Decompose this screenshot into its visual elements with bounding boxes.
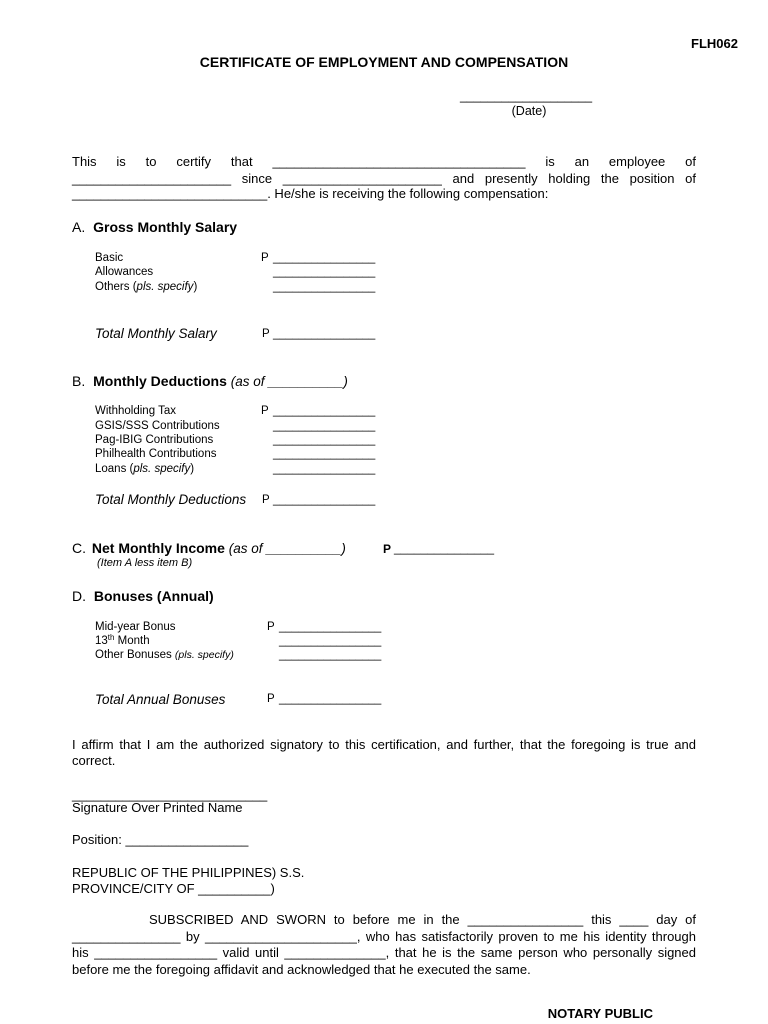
- section-a-title: Gross Monthly Salary: [93, 219, 238, 235]
- item-pagibig-label: Pag-IBIG Contributions: [95, 434, 214, 446]
- section-b-asof: (as of __________): [230, 374, 348, 389]
- item-others-label: Others (pls. specify): [95, 281, 198, 293]
- item-philhealth-label: Philhealth Contributions: [95, 448, 217, 460]
- section-d-title: Bonuses (Annual): [93, 588, 214, 604]
- total-annual-bonuses-label: Total Annual Bonuses: [95, 692, 226, 707]
- section-c-heading: [72, 540, 346, 556]
- item-basic-label: Basic: [95, 252, 124, 264]
- item-13th-month-field[interactable]: ________________: [279, 635, 382, 647]
- total-monthly-deductions-p: P: [262, 494, 270, 506]
- date-label: (Date): [511, 104, 547, 118]
- item-withholding-field[interactable]: ________________: [273, 405, 376, 417]
- item-gsis-field[interactable]: ________________: [273, 420, 376, 432]
- form-code: FLH062: [691, 36, 738, 51]
- total-monthly-salary-label: Total Monthly Salary: [95, 326, 217, 341]
- item-gsis-label: GSIS/SSS Contributions: [95, 420, 220, 432]
- item-midyear-field[interactable]: ________________: [279, 621, 382, 633]
- item-basic-p: P: [261, 252, 269, 264]
- notary-public-label: NOTARY PUBLIC: [547, 1006, 653, 1021]
- intro-line-3: ___________________________. He/she is receiving the following compensation:: [72, 186, 549, 201]
- item-withholding-label: Withholding Tax: [95, 405, 176, 417]
- item-others-field[interactable]: ________________: [273, 281, 376, 293]
- item-allowances-label: Allowances: [95, 266, 154, 278]
- section-d-heading: [72, 588, 214, 604]
- section-b-title: Monthly Deductions: [93, 373, 227, 389]
- section-c-title: Net Monthly Income: [91, 540, 225, 556]
- province-line: PROVINCE/CITY OF __________): [72, 881, 275, 896]
- net-income-field[interactable]: _______________: [394, 541, 495, 555]
- section-b-letter: B.: [72, 373, 86, 389]
- item-allowances-field[interactable]: ________________: [273, 266, 376, 278]
- page-title: CERTIFICATE OF EMPLOYMENT AND COMPENSATION: [199, 54, 569, 70]
- item-withholding-p: P: [261, 405, 269, 417]
- total-monthly-deductions-field[interactable]: ________________: [273, 494, 376, 506]
- jurat-text: SUBSCRIBED AND SWORN to before me in the ________________ this ____ day of _______________ by _____________________, who has satisfactorily proven to me his identity through his _________________ valid until ______________, that he is the same person who personally signed before me the foregoing affidavit and acknowledged that he executed the same.: [72, 912, 696, 977]
- total-monthly-salary-p: P: [262, 328, 270, 340]
- position-field[interactable]: Position: _________________: [72, 832, 249, 847]
- section-c-letter: C.: [72, 540, 86, 556]
- signature-label: Signature Over Printed Name: [72, 800, 243, 815]
- affirmation-text: I affirm that I am the authorized signatory to this certification, and further, that the foregoing is true and correct.: [72, 737, 696, 768]
- item-other-bonuses-field[interactable]: ________________: [279, 649, 382, 661]
- item-loans-label: Loans (pls. specify): [95, 463, 195, 475]
- section-a-heading: [72, 219, 237, 235]
- item-13th-month-label: 13th Month: [95, 633, 150, 647]
- section-b-heading: [72, 373, 348, 389]
- intro-line-2: ______________________ since ______________________ and presently holding the position of: [72, 171, 696, 186]
- net-income-p: P: [383, 542, 392, 556]
- item-pagibig-field[interactable]: ________________: [273, 434, 376, 446]
- item-basic-field[interactable]: ________________: [273, 252, 376, 264]
- total-annual-bonuses-p: P: [267, 693, 275, 705]
- total-monthly-deductions-label: Total Monthly Deductions: [95, 492, 247, 507]
- republic-line: REPUBLIC OF THE PHILIPPINES) S.S.: [72, 865, 305, 880]
- total-monthly-salary-field[interactable]: ________________: [273, 328, 376, 340]
- item-loans-field[interactable]: ________________: [273, 463, 376, 475]
- item-other-bonuses-label: Other Bonuses (pls. specify): [95, 649, 234, 661]
- total-annual-bonuses-field[interactable]: ________________: [279, 693, 382, 705]
- date-field[interactable]: ___________________: [459, 89, 593, 103]
- signature-field[interactable]: ___________________________: [72, 787, 268, 802]
- section-d-letter: D.: [72, 588, 86, 604]
- section-a-letter: A.: [72, 219, 86, 235]
- item-midyear-p: P: [267, 621, 275, 633]
- net-income-note: (Item A less item B): [97, 557, 193, 569]
- item-midyear-label: Mid-year Bonus: [95, 621, 176, 633]
- intro-line-1: This is to certify that ___________________________________ is an employee of: [72, 154, 696, 169]
- item-philhealth-field[interactable]: ________________: [273, 448, 376, 460]
- section-c-asof: (as of __________): [228, 541, 346, 556]
